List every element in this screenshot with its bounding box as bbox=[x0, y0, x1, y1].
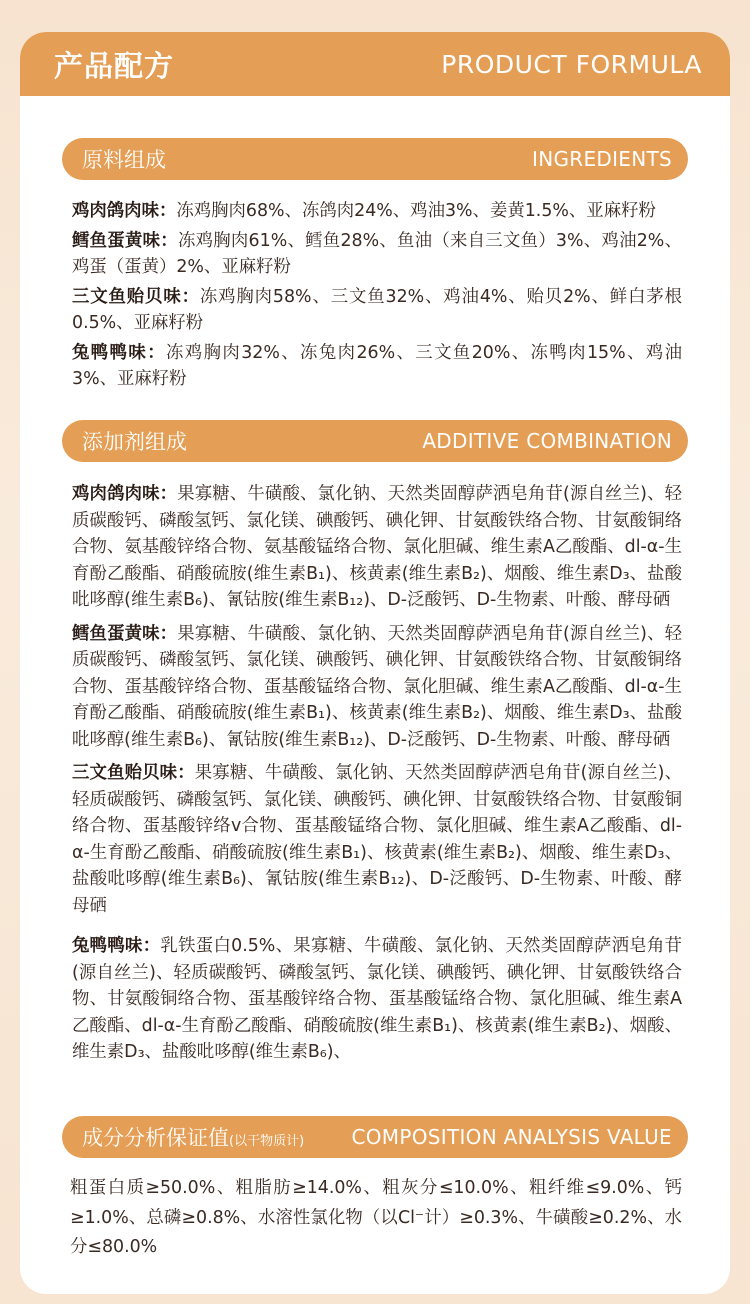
ingredient-label: 兔鸭鸭味： bbox=[72, 342, 166, 363]
ingredients-title-cn: 原料组成 bbox=[82, 148, 166, 172]
additive-text: 果寡糖、牛磺酸、氯化钠、天然类固醇萨洒皂角苷(源自丝兰)、轻质碳酸钙、磷酸氢钙、氯化镁、碘酸钙、碘化钾、甘氨酸铁络合物、甘氨酸铜络合物、氨基酸锌络合物、氨基酸锰络合物、氯化胆碱、维生素A乙酸酯、dl-α-生育酚乙酸酯、硝酸硫胺(维生素B₁)、核黄素(维生素B₂)、烟酸、维生素D₃、盐酸吡哆醇(维生素B₆)、氰钴胺(维生素B₁₂)、D-泛酸钙、D-生物素、叶酸、酵母硒 bbox=[72, 484, 682, 610]
formula-card bbox=[20, 32, 730, 1294]
analysis-title-en: COMPOSITION ANALYSIS VALUE bbox=[351, 1125, 672, 1149]
analysis-title-main: 成分分析保证值 bbox=[82, 1126, 229, 1150]
additives-title-cn: 添加剂组成 bbox=[82, 430, 187, 454]
additives-list bbox=[72, 481, 682, 1111]
ingredient-text: 冻鸡胸肉61%、鳕鱼28%、鱼油（来自三文鱼）3%、鸡油2%、鸡蛋（蛋黄）2%、亚麻籽粉 bbox=[72, 230, 682, 277]
additive-item-cod-yolk bbox=[72, 621, 682, 754]
ingredients-list bbox=[72, 198, 682, 393]
additive-item-rabbit-duck bbox=[72, 933, 682, 1066]
ingredient-label: 鸡肉鸽肉味： bbox=[72, 201, 177, 221]
additive-label: 兔鸭鸭味： bbox=[72, 936, 161, 956]
ingredient-text: 冻鸡胸肉58%、三文鱼32%、鸡油4%、贻贝2%、鲜白茅根0.5%、亚麻籽粉 bbox=[72, 286, 682, 333]
ingredient-label: 三文鱼贻贝味： bbox=[72, 286, 200, 307]
ingredients-title-en: INGREDIENTS bbox=[532, 147, 672, 171]
additive-item-chicken-pigeon bbox=[72, 481, 682, 614]
analysis-text: 粗蛋白质≥50.0%、粗脂肪≥14.0%、粗灰分≤10.0%、粗纤维≤9.0%、钙≥1.0%、总磷≥0.8%、水溶性氯化物（以Cl⁻计）≥0.3%、牛磺酸≥0.2%、水分≤80.0% bbox=[70, 1178, 682, 1257]
ingredient-item-cod-yolk bbox=[72, 228, 682, 281]
additive-text: 果寡糖、牛磺酸、氯化钠、天然类固醇萨洒皂角苷(源自丝兰)、轻质碳酸钙、磷酸氢钙、氯化镁、碘酸钙、碘化钾、甘氨酸铁络合物、甘氨酸铜络合物、蛋基酸锌络v合物、蛋基酸锰络合物、氯化胆碱、维生素A乙酸酯、dl-α-生育酚乙酸酯、硝酸硫胺(维生素B₁)、核黄素(维生素B₂)、烟酸、维生素D₃、盐酸吡哆醇(维生素B₆)、氰钴胺(维生素B₁₂)、D-泛酸钙、D-生物素、叶酸、酵母硒 bbox=[72, 763, 682, 916]
analysis-title-note: (以干物质计) bbox=[229, 1134, 305, 1149]
analysis-values bbox=[70, 1174, 682, 1263]
analysis-section-header bbox=[62, 1116, 688, 1158]
ingredient-text: 冻鸡胸肉68%、冻鸽肉24%、鸡油3%、姜黄1.5%、亚麻籽粉 bbox=[176, 201, 656, 221]
card-header bbox=[20, 32, 730, 96]
additive-label: 鳕鱼蛋黄味： bbox=[72, 623, 178, 644]
ingredient-text: 冻鸡胸肉32%、冻兔肉26%、三文鱼20%、冻鸭肉15%、鸡油3%、亚麻籽粉 bbox=[72, 342, 682, 389]
analysis-title-cn bbox=[82, 1122, 304, 1152]
ingredients-section-header bbox=[62, 138, 688, 180]
header-title-en: PRODUCT FORMULA bbox=[441, 49, 702, 79]
additive-label: 鸡肉鸽肉味： bbox=[72, 484, 178, 504]
ingredient-item-salmon-mussel bbox=[72, 284, 682, 337]
additive-text: 乳铁蛋白0.5%、果寡糖、牛磺酸、氯化钠、天然类固醇萨洒皂角苷(源自丝兰)、轻质碳酸钙、磷酸氢钙、氯化镁、碘酸钙、碘化钾、甘氨酸铁络合物、甘氨酸铜络合物、蛋基酸锌络合物、蛋基酸锰络合物、氯化胆碱、维生素A乙酸酯、dl-α-生育酚乙酸酯、硝酸硫胺(维生素B₁)、核黄素(维生素B₂)、烟酸、维生素D₃、盐酸吡哆醇(维生素B₆)、 bbox=[72, 936, 682, 1062]
additives-title-en: ADDITIVE COMBINATION bbox=[422, 429, 672, 453]
additives-section-header bbox=[62, 420, 688, 462]
additive-label: 三文鱼贻贝味： bbox=[72, 763, 195, 783]
additive-text: 果寡糖、牛磺酸、氯化钠、天然类固醇萨洒皂角苷(源自丝兰)、轻质碳酸钙、磷酸氢钙、氯化镁、碘酸钙、碘化钾、甘氨酸铁络合物、甘氨酸铜络合物、蛋基酸锌络合物、蛋基酸锰络合物、氯化胆碱、维生素A乙酸酯、dl-α-生育酚乙酸酯、硝酸硫胺(维生素B₁)、核黄素(维生素B₂)、烟酸、维生素D₃、盐酸吡哆醇(维生素B₆)、氰钴胺(维生素B₁₂)、D-泛酸钙、D-生物素、叶酸、酵母硒 bbox=[72, 623, 682, 750]
ingredient-item-chicken-pigeon bbox=[72, 198, 682, 225]
ingredient-item-rabbit-duck bbox=[72, 340, 682, 393]
header-title-cn: 产品配方 bbox=[54, 48, 175, 83]
additive-item-salmon-mussel bbox=[72, 760, 682, 919]
ingredient-label: 鳕鱼蛋黄味： bbox=[72, 230, 178, 251]
